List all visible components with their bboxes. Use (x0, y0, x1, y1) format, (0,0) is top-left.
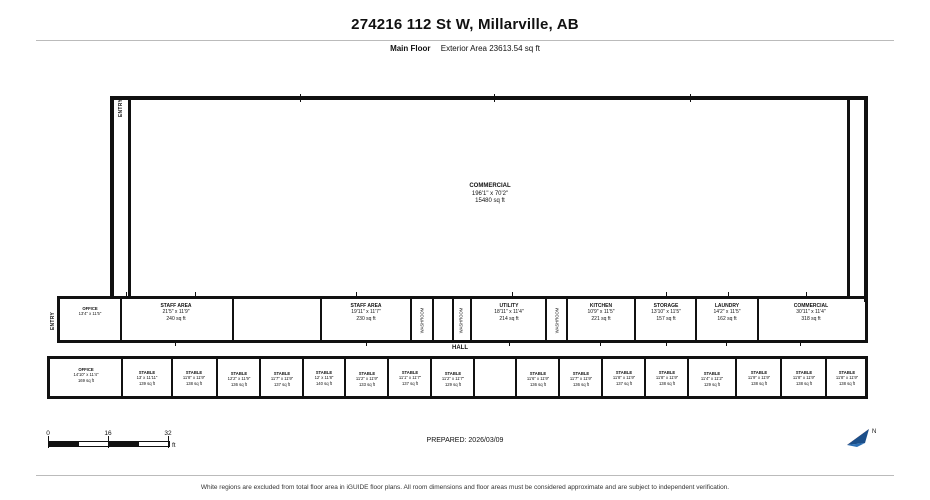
room-name: STABLE (444, 371, 462, 376)
stable-cell (518, 371, 558, 387)
room-area: 133 sq ft (358, 381, 376, 387)
area-label: Exterior Area 23613.54 sq ft (440, 44, 540, 53)
door-tick (726, 340, 727, 346)
room-name: STABLE (358, 371, 376, 376)
room-area: 129 sq ft (703, 381, 721, 387)
partition-bot-3 (259, 357, 261, 396)
room-area: 137 sq ft (273, 381, 291, 387)
room-dims: 11'8" x 11'9" (835, 375, 859, 381)
room-washroom-2 (452, 300, 470, 340)
disclaimer-text: White regions are excluded from total floor area in iGUIDE floor plans. All room dimensions and floor areas must be considered approximate and are subject to independent verification. (200, 484, 730, 491)
partition-mid-8 (545, 297, 547, 341)
room-office-top (62, 306, 118, 317)
wall-bottom-bottom (47, 396, 868, 399)
room-name: COMMERCIAL (793, 303, 829, 309)
wall-left-main (110, 96, 114, 296)
room-area: 157 sq ft (656, 315, 676, 322)
room-dims: 196'1" x 70'2" (471, 190, 509, 197)
room-name: LAUNDRY (714, 303, 740, 309)
room-dims: 13'4" x 11'5" (78, 311, 102, 317)
room-area: 230 sq ft (356, 315, 376, 322)
room-area: 136 sq ft (529, 381, 547, 387)
wall-break-top-3 (690, 94, 691, 102)
room-name: STABLE (703, 371, 721, 376)
scale-label-16: 16 (104, 430, 112, 437)
partition-bot-10 (558, 357, 560, 396)
stable-cell (304, 370, 344, 386)
stable-cell (433, 371, 473, 387)
stable-cell (738, 370, 780, 386)
room-dims: 11'6" x 11'9" (526, 376, 550, 382)
partition-bot-13 (687, 357, 689, 396)
room-area: 136 sq ft (230, 381, 248, 387)
room-dims: 11'8" x 11'9" (612, 375, 636, 381)
room-washroom-1 (412, 300, 432, 340)
partition-bot-0 (121, 357, 123, 396)
wall-mid-right (865, 296, 868, 343)
room-area: 318 sq ft (801, 315, 821, 322)
room-name: OFFICE (78, 367, 94, 372)
partition-mid-9 (566, 297, 568, 341)
room-utility (474, 303, 544, 322)
room-area: 162 sq ft (717, 315, 737, 322)
room-area: 240 sq ft (166, 315, 186, 322)
room-dims: 11'4" x 11'2" (700, 376, 724, 382)
wall-mid-left (57, 296, 60, 343)
room-dims: 11'7" x 11'9" (569, 376, 593, 382)
scale-label-32: 32 (164, 430, 172, 437)
room-name: KITCHEN (589, 303, 613, 309)
entry-text-2: ENTRY (50, 311, 57, 331)
room-dims: 30'11" x 11'4" (796, 309, 826, 316)
door-tick (175, 340, 176, 346)
room-name: STABLE (795, 370, 813, 375)
door-tick (666, 340, 667, 346)
partition-mid-5 (432, 297, 434, 341)
room-staff-area-2 (324, 303, 408, 322)
room-commercial-right (761, 303, 861, 322)
door-tick (800, 340, 801, 346)
room-dims: 21'5" x 11'9" (162, 309, 190, 316)
room-area: 136 sq ft (572, 381, 590, 387)
room-name: COMMERCIAL (469, 183, 511, 189)
room-dims: 11'2" x 11'9" (355, 376, 379, 382)
room-name: STABLE (401, 370, 419, 375)
room-name: STORAGE (653, 303, 679, 309)
room-dims: 12'2" x 11'9" (227, 376, 251, 382)
room-dims: 14'2" x 11'5" (713, 309, 741, 316)
stable-cell (561, 371, 601, 387)
room-name: STABLE (529, 371, 547, 376)
room-name: STABLE (658, 370, 676, 375)
hall-label: HALL (452, 345, 468, 351)
partition-mid-10 (634, 297, 636, 341)
wall-left-inner-main (128, 96, 131, 296)
wall-right-main (864, 96, 868, 302)
room-name: UTILITY (499, 303, 519, 309)
door-tick (366, 340, 367, 346)
room-name: STAFF AREA (160, 303, 192, 309)
page-title: 274216 112 St W, Millarville, AB (351, 16, 579, 33)
partition-bot-8 (473, 357, 475, 396)
door-tick (600, 340, 601, 346)
room-name: STABLE (138, 370, 156, 375)
partition-mid-3 (320, 297, 322, 341)
door-tick (195, 292, 196, 298)
room-dims: 11'7" x 11'9" (270, 376, 294, 382)
room-name: STABLE (185, 370, 203, 375)
room-name: STABLE (572, 371, 590, 376)
room-office-bottom (54, 367, 118, 383)
partition-bot-12 (644, 357, 646, 396)
room-staff-area-1 (124, 303, 228, 322)
room-dims: 11'1" x 11'7" (398, 375, 422, 381)
room-name: STAFF AREA (350, 303, 382, 309)
door-tick (509, 340, 510, 346)
room-name: STABLE (273, 371, 291, 376)
room-storage (638, 303, 694, 322)
room-area: 129 sq ft (444, 381, 462, 387)
room-area: 137 sq ft (401, 380, 419, 386)
room-dims: 11'8" x 11'9" (182, 375, 206, 381)
partition-bot-15 (780, 357, 782, 396)
stable-cell (604, 370, 644, 386)
partition-bot-14 (735, 357, 737, 396)
room-area: 140 sq ft (315, 380, 333, 386)
room-kitchen (570, 303, 632, 322)
stable-cell (347, 371, 387, 387)
room-name: WASHROOM (419, 307, 425, 334)
partition-bot-9 (515, 357, 517, 396)
wall-bottom-left (47, 356, 50, 399)
room-area: 214 sq ft (499, 315, 519, 322)
stable-cell (783, 370, 825, 386)
stable-cell (390, 370, 430, 386)
partition-bot-7 (430, 357, 432, 396)
room-name: OFFICE (82, 306, 98, 311)
footer-divider (36, 475, 894, 476)
room-name: WASHROOM (554, 307, 560, 334)
stable-cell (647, 370, 687, 386)
room-name: STABLE (315, 370, 333, 375)
room-area: 138 sq ft (185, 380, 203, 386)
wall-right-inner-main (847, 96, 850, 296)
partition-mid-11 (695, 297, 697, 341)
partition-mid-7 (470, 297, 472, 341)
door-tick (728, 292, 729, 298)
stable-cell (827, 370, 867, 386)
scale-unit: ft (172, 442, 176, 449)
room-dims: 10'9" x 11'5" (587, 309, 615, 316)
svg-text:N: N (872, 429, 877, 435)
room-name: STABLE (230, 371, 248, 376)
room-name: STABLE (838, 370, 856, 375)
prepared-date: PREPARED: 2026/03/09 (426, 437, 504, 444)
wall-break-top-1 (300, 94, 301, 102)
wall-top-main (110, 96, 868, 100)
room-name: STABLE (750, 370, 768, 375)
door-tick (512, 292, 513, 298)
partition-bot-5 (344, 357, 346, 396)
wall-break-top-2 (494, 94, 495, 102)
door-tick (126, 292, 127, 298)
entry-text: ENTRY (118, 98, 125, 118)
partition-bot-11 (601, 357, 603, 396)
stable-cell (173, 370, 215, 386)
room-area: 138 sq ft (795, 380, 813, 386)
partition-bot-6 (387, 357, 389, 396)
room-dims: 11'8" x 11'9" (792, 375, 816, 381)
room-dims: 18'11" x 11'4" (494, 309, 524, 316)
room-washroom-3 (548, 300, 566, 340)
room-dims: 19'11" x 11'7" (351, 309, 381, 316)
door-tick (806, 292, 807, 298)
stable-cell (124, 370, 170, 386)
door-tick (666, 292, 667, 298)
room-area: 15480 sq ft (475, 198, 505, 204)
room-area: 138 sq ft (750, 380, 768, 386)
room-dims: 11'2" x 11'7" (441, 376, 465, 382)
room-area: 138 sq ft (658, 380, 676, 386)
partition-bot-2 (216, 357, 218, 396)
room-dims: 13'10" x 11'5" (651, 309, 681, 316)
room-laundry (699, 303, 755, 322)
stable-cell (690, 371, 734, 387)
room-dims: 12' x 11'8" (314, 375, 334, 381)
room-commercial-main (430, 183, 550, 206)
room-dims: 11'8" x 11'9" (655, 375, 679, 381)
door-tick (356, 292, 357, 298)
partition-mid-1 (120, 297, 122, 341)
room-dims: 13' x 11'11" (136, 375, 158, 381)
room-area: 138 sq ft (838, 380, 856, 386)
scale-label-0: 0 (46, 430, 50, 437)
entry-top-label (112, 98, 130, 118)
stable-cell (262, 371, 302, 387)
room-area: 169 sq ft (77, 377, 95, 383)
room-area: 137 sq ft (615, 380, 633, 386)
partition-mid-2 (232, 297, 234, 341)
room-dims: 11'9" x 11'9" (747, 375, 771, 381)
room-name: STABLE (615, 370, 633, 375)
room-dims: 14'10" x 11'4" (73, 372, 99, 378)
floor-label: Main Floor (390, 44, 431, 53)
room-area: 221 sq ft (591, 315, 611, 322)
stable-cell (219, 371, 259, 387)
room-name: WASHROOM (458, 307, 464, 334)
partition-mid-12 (757, 297, 759, 341)
room-area: 139 sq ft (138, 380, 156, 386)
